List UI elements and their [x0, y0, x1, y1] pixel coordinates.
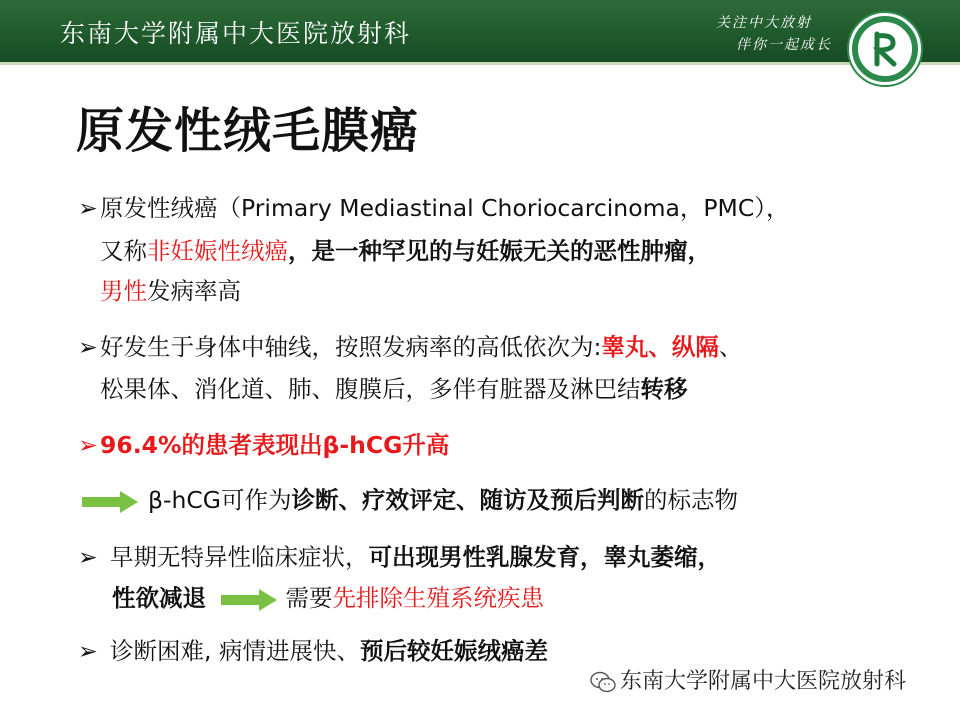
bullet-3: ➢96.4%的患者表现出β-hCG升高: [78, 431, 450, 459]
watermark: 东南大学附属中大医院放射科: [590, 664, 906, 695]
green-right-arrow-icon: [221, 589, 277, 611]
arrowhead-bullet-icon: ➢: [78, 194, 98, 222]
arrowhead-bullet-icon: ➢: [78, 637, 98, 665]
bullet-1-line-2: 又称非妊娠性绒癌，是一种罕见的与妊娠无关的恶性肿瘤，: [100, 237, 711, 265]
bullet-1-line-1: ➢原发性绒癌（Primary Mediastinal Choriocarcinoma，PMC），: [78, 194, 790, 222]
bullet-4: β-hCG可作为诊断、疗效评定、随访及预后判断的标志物: [82, 486, 738, 514]
arrowhead-bullet-icon: ➢: [78, 543, 98, 571]
wechat-icon: [590, 671, 616, 693]
bullet-5-line-1: ➢ 早期无特异性临床症状，可出现男性乳腺发育，睾丸萎缩，: [78, 543, 721, 571]
page-title: 原发性绒毛膜癌: [76, 103, 420, 159]
bullet-2-line-2: 松果体、消化道、肺、腹膜后，多伴有脏器及淋巴结转移: [100, 375, 688, 403]
green-right-arrow-icon: [82, 491, 138, 513]
arrowhead-bullet-icon: ➢: [78, 333, 98, 361]
slogan-line-1: 关注中大放射: [716, 15, 812, 31]
header-bar: [0, 0, 960, 62]
hospital-name: 东南大学附属中大医院放射科: [60, 19, 412, 48]
bullet-6: ➢ 诊断困难, 病情进展快、预后较妊娠绒癌差: [78, 637, 548, 665]
slogan-line-2: 伴你一起成长: [736, 37, 832, 53]
arrowhead-bullet-icon: ➢: [78, 431, 98, 459]
bullet-5-line-2: 性欲减退 需要先排除生殖系统疾患: [112, 584, 544, 612]
bullet-2-line-1: ➢好发生于身体中轴线，按照发病率的高低依次为:睾丸、纵隔、: [78, 333, 743, 361]
header-divider: [0, 62, 960, 65]
hospital-logo-icon: [846, 10, 924, 88]
bullet-1-line-3: 男性发病率高: [100, 277, 241, 305]
